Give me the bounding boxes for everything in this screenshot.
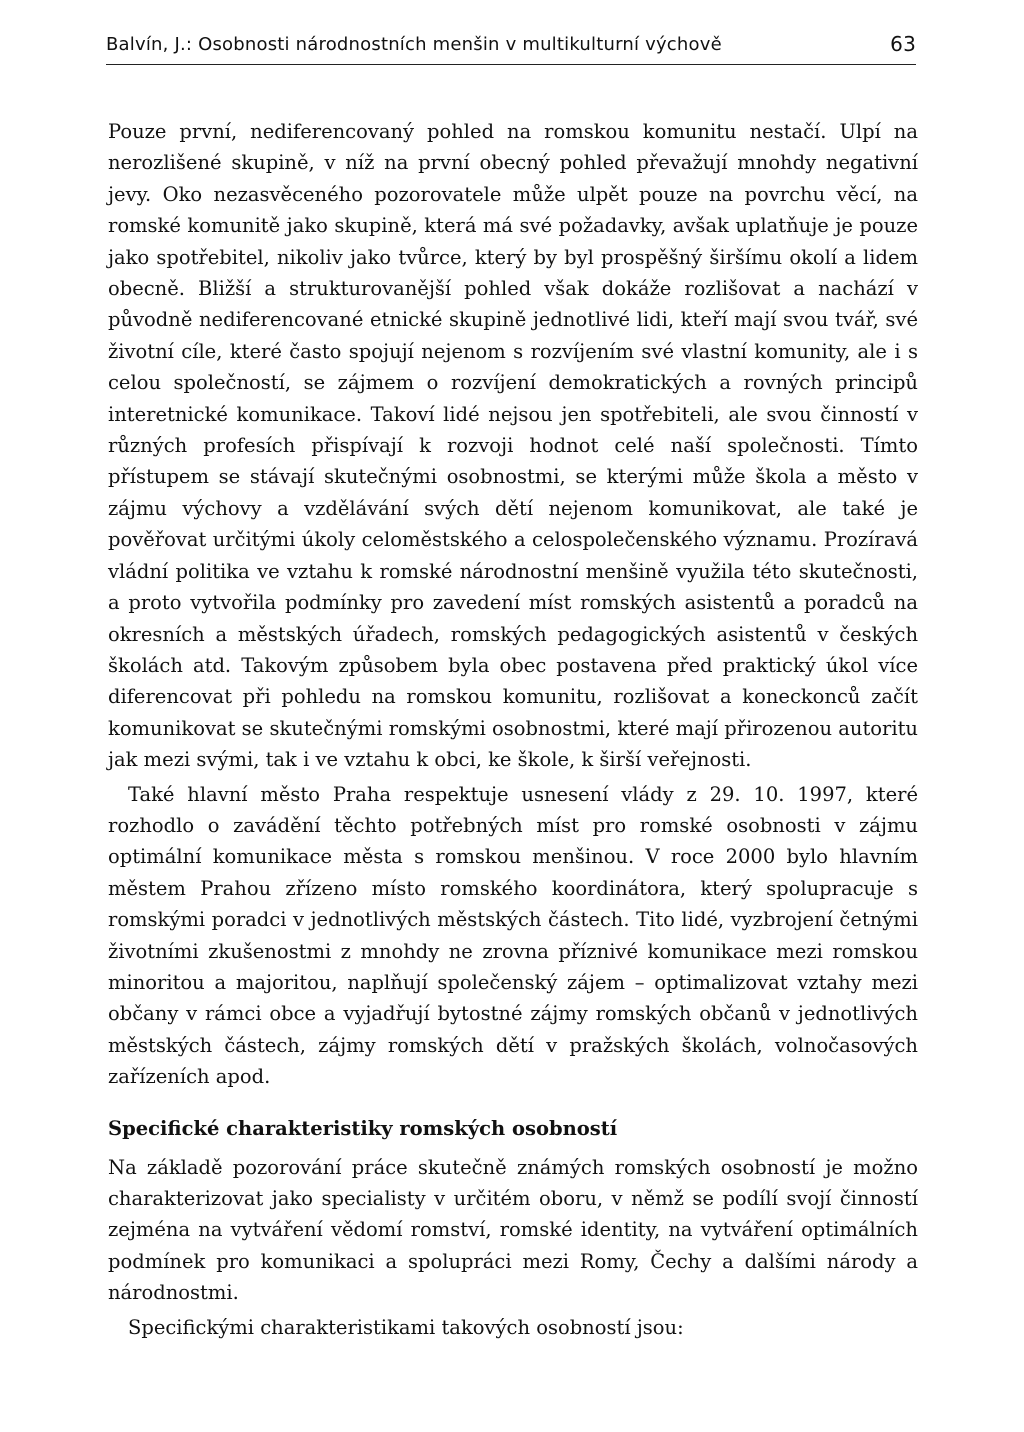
body-text xyxy=(108,116,918,1343)
header-divider xyxy=(106,64,916,65)
running-title: Balvín, J.: Osobnosti národnostních menšin v multikulturní výchově xyxy=(106,34,722,55)
paragraph-1: Pouze první, nediferencovaný pohled na romskou komunitu nestačí. Ulpí na nerozlišené skupině, v níž na první obecný pohled převažují mnohdy negativní jevy. Oko nezasvěceného pozorovatele může ulpět pouze na povrchu věcí, na romské komunitě jako skupině, která má své požadavky, avšak uplatňuje je pouze jako spotřebitel, nikoliv jako tvůrce, který by byl prospěšný širšímu okolí a lidem obecně. Bližší a strukturovanější pohled však dokáže rozlišovat a nachází v původně nediferencované etnické skupině jednotlivé lidi, kteří mají svou tvář, své životní cíle, které často spojují nejenom s rozvíjením své vlastní komunity, ale i s celou společností, se zájmem o rozvíjení demokratických a rovných principů interetnické komunikace. Takoví lidé nejsou jen spotřebiteli, ale svou činností v různých profesích přispívají k rozvoji hodnot celé naší společnosti. Tímto přístupem se stávají skutečnými osobnostmi, se kterými může škola a město v zájmu výchovy a vzdělávání svých dětí nejenom komunikovat, ale také je pověřovat určitými úkoly celoměstského a celospolečenského významu. Prozíravá vládní politika ve vztahu k romské národnostní menšině využila této skutečnosti, a proto vytvořila podmínky pro zavedení míst romských asistentů a poradců na okresních a městských úřadech, romských pedagogických asistentů v českých školách atd. Takovým způsobem byla obec postavena před praktický úkol více diferencovat při pohledu na romskou komunitu, rozlišovat a koneckonců začít komunikovat se skutečnými romskými osobnostmi, které mají přirozenou autoritu jak mezi svými, tak i ve vztahu k obci, ke škole, k širší veřejnosti. xyxy=(108,120,918,772)
paragraph-2: Také hlavní město Praha respektuje usnesení vlády z 29. 10. 1997, které rozhodlo o zavádění těchto potřebných míst pro romské osobnosti v zájmu optimální komunikace města s romskou menšinou. V roce 2000 bylo hlavním městem Prahou zřízeno místo romského koordinátora, který spolupracuje s romskými poradci v jednotlivých městských částech. Tito lidé, vyzbrojení četnými životními zkušenostmi z mnohdy ne zrovna příznivé komunikace mezi romskou minoritou a majoritou, naplňují společenský zájem – optimalizovat vztahy mezi občany v rámci obce a vyjadřují bytostné zájmy romských občanů v jednotlivých městských částech, zájmy romských dětí v pražských školách, volnočasových zařízeních apod. xyxy=(108,782,918,1089)
paragraph-3: Na základě pozorování práce skutečně známých romských osobností je možno charakterizovat jako specialisty v určitém oboru, v němž se podílí svojí činností zejména na vytváření vědomí romství, romské identity, na vytváření optimálních podmínek pro komunikaci a spolupráci mezi Romy, Čechy a dalšími národy a národnostmi. xyxy=(108,1155,918,1305)
paragraph-4: Specifickými charakteristikami takových osobností jsou: xyxy=(128,1315,684,1339)
page-number: 63 xyxy=(890,32,916,56)
section-heading: Specifické charakteristiky romských osobností xyxy=(108,1116,618,1140)
running-header xyxy=(106,30,916,60)
